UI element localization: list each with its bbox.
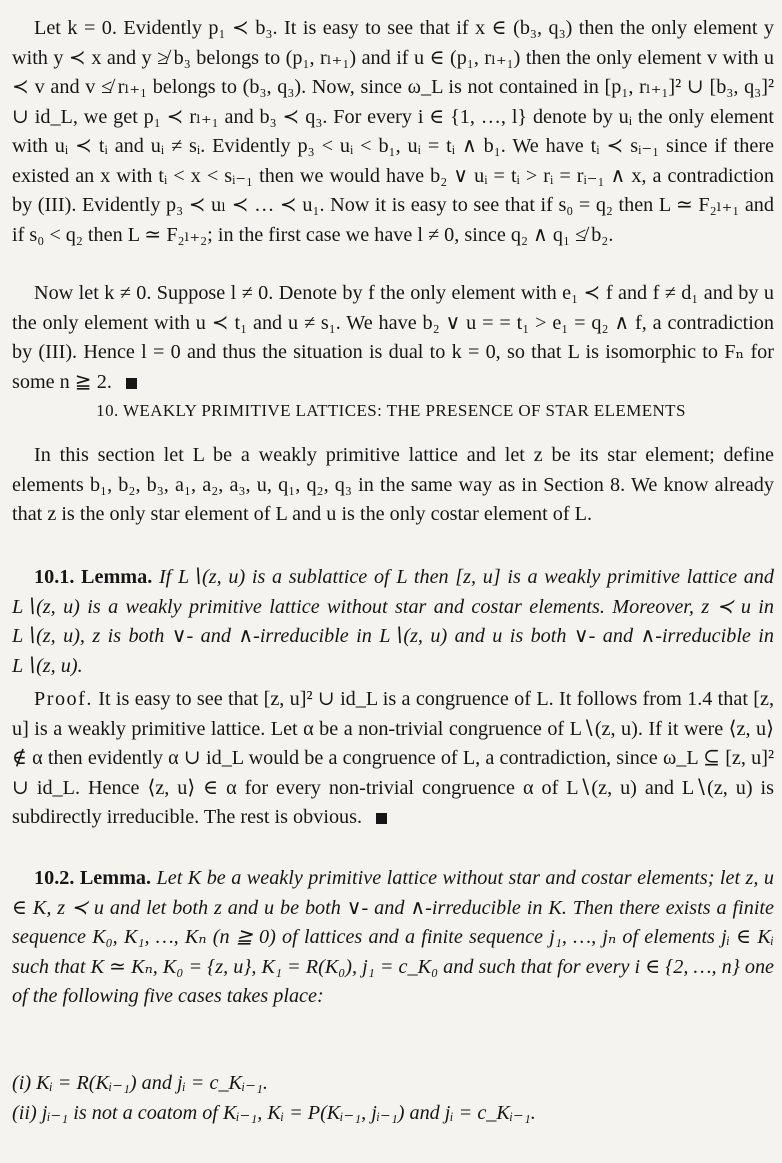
case-item-i [12, 1069, 774, 1099]
paragraph-text: Now let k ≠ 0. Suppose l ≠ 0. Denote by f the only element with e₁ ≺ f and f ≠ d₁ and by u the only element with u ≺ t₁ and u ≠ s₁. We have b₂ ∨ u = = t₁ > e₁ = q₂ ∧ f, a contradiction by (III). Hence l = 0 and thus the situation is dual to k = 0, so that L is isomorphic to Fₙ for some n ≧ 2. [12, 282, 774, 393]
paragraph-case-k-zero [12, 14, 774, 250]
case-text: (i) Kᵢ = R(Kᵢ₋₁) and jᵢ = c_Kᵢ₋₁. [12, 1072, 268, 1094]
end-of-proof-mark [376, 813, 387, 824]
case-text: (ii) jᵢ₋₁ is not a coatom of Kᵢ₋₁, Kᵢ = P(Kᵢ₋₁, jᵢ₋₁) and jᵢ = c_Kᵢ₋₁. [12, 1102, 536, 1124]
proof-text: It is easy to see that [z, u]² ∪ id_L is a congruence of L. It follows from 1.4 that [z, u] is a weakly primitive lattice. Let α be a non-trivial congruence of L∖(z, u). If it were ⟨z, u⟩ ∉ α then evidently α ∪ id_L would be a congruence of L, a contradiction, since ω_L ⊆ [z, u]² ∪ id_L. Hence ⟨z, u⟩ ∈ α for every non-trivial congruence α of L∖(z, u) and L∖(z, u) is subdirectly irreducible. The rest is obvious. [12, 688, 774, 828]
paragraph-text: Let k = 0. Evidently p₁ ≺ b₃. It is easy to see that if x ∈ (b₃, q₃) then the only element y with y ≺ x and y ≱ b₃ belongs to (p₁, rₗ₊₁) and if u ∈ (p₁, rₗ₊₁) then the only element v with u ≺ v and v ≰ rₗ₊₁ belongs to (b₃, q₃). Now, since ω_L is not contained in [p₁, rₗ₊₁]² ∪ [b₃, q₃]² ∪ id_L, we get p₁ ≺ rₗ₊₁ and b₃ ≺ q₃. For every i ∈ {1, …, l} denote by uᵢ the only element with uᵢ ≺ tᵢ and uᵢ ≠ sᵢ. Evidently p₃ < uᵢ < b₁, uᵢ = tᵢ ∧ b₁. We have tᵢ ≺ sᵢ₋₁ since if there existed an x with tᵢ < x < sᵢ₋₁ then we would have b₂ ∨ uᵢ = tᵢ > rᵢ = rᵢ₋₁ ∧ x, a contradiction by (III). Evidently p₃ ≺ uₗ ≺ … ≺ u₁. Now it is easy to see that if s₀ = q₂ then L ≃ F₂ₗ₊₁ and if s₀ < q₂ then L ≃ F₂ₗ₊₂; in the first case we have l ≠ 0, since q₂ ∧ q₁ ≰ b₂. [12, 17, 774, 246]
lemma-statement: If L∖(z, u) is a sublattice of L then [z, u] is a weakly primitive lattice and L∖(z, u) is a weakly primitive lattice without star and costar elements. Moreover, z ≺ u in L∖(z, u), z is both ∨- and ∧-irreducible in L∖(z, u) and u is both ∨- and ∧-irreducible in L∖(z, u). [12, 566, 774, 677]
section-heading: 10. WEAKLY PRIMITIVE LATTICES: THE PRESENCE OF STAR ELEMENTS [96, 401, 686, 420]
lemma-statement: Let K be a weakly primitive lattice without star and costar elements; let z, u ∈ K, z ≺ u and let both z and u be both ∨- and ∧-irreducible in K. Then there exists a finite sequence K₀, K₁, …, Kₙ (n ≧ 0) of lattices and a finite sequence j₁, …, jₙ of elements jᵢ ∈ Kᵢ such that K ≃ Kₙ, K₀ = {z, u}, K₁ = R(K₀), j₁ = c_K₀ and such that for every i ∈ {2, …, n} one of the following five cases takes place: [12, 867, 775, 1007]
paragraph-case-k-nonzero [12, 279, 774, 397]
lemma-label: 10.1. Lemma. [34, 566, 153, 588]
section-intro-paragraph [12, 441, 774, 530]
lemma-10-1 [12, 563, 774, 681]
proof-label: Proof. [34, 688, 93, 710]
end-of-proof-mark [126, 378, 137, 389]
case-item-ii [12, 1099, 774, 1129]
paragraph-text: In this section let L be a weakly primitive lattice and let z be its star element; define elements b₁, b₂, b₃, a₁, a₂, a₃, u, q₁, q₂, q₃ in the same way as in Section 8. We know already that z is the only star element of L and u is the only costar element of L. [12, 444, 774, 525]
lemma-label: 10.2. Lemma. [34, 867, 152, 889]
lemma-10-2 [12, 864, 774, 1012]
proof-paragraph [12, 685, 774, 833]
